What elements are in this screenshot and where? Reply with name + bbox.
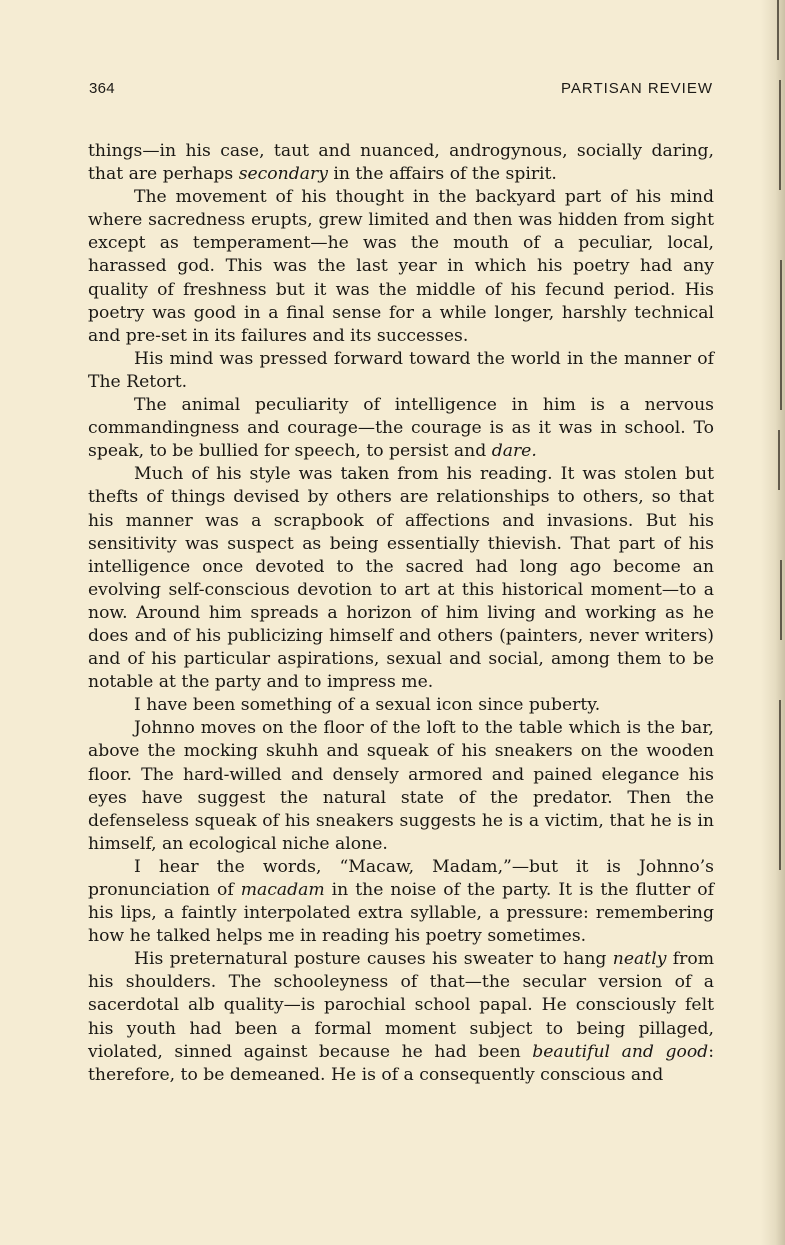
running-head: PARTISAN REVIEW — [561, 80, 713, 97]
paragraph-text: The movement of his thought in the backyard part of his mind where sacredness erupts, grew limited and then was hidden from sight except as temperament—he was the mouth of a peculiar, local, harassed god. This was the last year in which his poetry had any quality of freshness but it was the middle of his fecund period. His poetry was good in a final sense for a while longer, harshly technical and pre-set in its failures and its successes. — [88, 187, 714, 346]
italic-text: neatly — [612, 949, 667, 970]
paragraph-text: Johnno moves on the floor of the loft to the table which is the bar, above the mocking skuhh and squeak of his sneakers on the wooden floor. The hard-willed and densely armored and pained elegance his eyes have suggest the natural state of the predator. Then the defenseless squeak of his sneakers suggests he is a victim, that he is in himself, an ecological niche alone. — [88, 718, 714, 854]
italic-text: macadam — [240, 880, 325, 900]
paragraph-text: in the noise of the party. It is the flutter of his lips, a faintly interpolated extra syllable, a pressure: remembering how he talked helps me in reading his poetry sometimes. — [88, 880, 714, 947]
paragraph — [88, 348, 714, 394]
paragraph-text: from his shoulders. The schooleyness of that—the secular version of a sacerdotal alb quality—is parochial school papal. He consciously felt his youth had been a formal moment subject to being pillaged, violated, sinned against because he had been — [88, 949, 715, 1062]
page-edge-mark — [780, 560, 782, 640]
paragraph-text: I hear the words, “Macaw, Madam,”—but it is Johnno’s pronunciation of — [88, 856, 714, 900]
paragraph-text: Much of his style was taken from his reading. It was stolen but thefts of things devised by others are relationships to others, so that his manner was a scrapbook of affections and invasions. But his sensitivity was suspect as being essentially thievish. That part of his intelligence once devoted to the sacred had long ago become an evolving self-conscious devotion to art at this historical moment—to a now. Around him spreads a horizon of him living and working as he does and of his publicizing himself and others (painters, never writers) and of his particular aspirations, sexual and social, among them to be notable at the party and to impress me. — [88, 464, 714, 693]
paragraph-text: The animal peculiarity of intelligence in him is a nervous commandingness and courage—the courage is as it was in school. To speak, to be bullied for speech, to persist and — [88, 395, 714, 462]
paragraph — [88, 694, 714, 717]
paragraph-text: His mind was pressed forward toward the world in the manner of The Retort. — [88, 348, 714, 392]
italic-text: dare. — [491, 441, 537, 462]
paragraph — [88, 463, 714, 694]
paragraph-text: I have been something of a sexual icon since puberty. — [134, 695, 601, 716]
italic-text: secondary — [238, 164, 328, 185]
article-body — [88, 140, 714, 1087]
paragraph — [88, 717, 714, 856]
italic-text: beautiful and good — [532, 1041, 709, 1062]
page-edge-mark — [778, 430, 780, 490]
paragraph-text: His preternatural posture causes his sweater to hang — [134, 949, 613, 970]
page-edge-mark — [779, 80, 781, 190]
page-edge-mark — [780, 260, 782, 410]
paragraph-text: : therefore, to be demeaned. He is of a consequently conscious and — [88, 1041, 714, 1085]
paragraph-text: in the affairs of the spirit. — [327, 164, 557, 185]
page-header — [89, 80, 713, 102]
paragraph — [88, 394, 714, 463]
paragraph — [88, 140, 714, 186]
page-edge-mark — [779, 700, 781, 870]
paragraph — [88, 186, 714, 348]
page-edge-mark — [777, 0, 779, 60]
page-number: 364 — [89, 80, 115, 97]
paragraph — [88, 948, 714, 1087]
paragraph — [88, 856, 714, 948]
paragraph-text: things—in his case, taut and nuanced, androgynous, socially daring, that are perhaps — [88, 141, 714, 185]
